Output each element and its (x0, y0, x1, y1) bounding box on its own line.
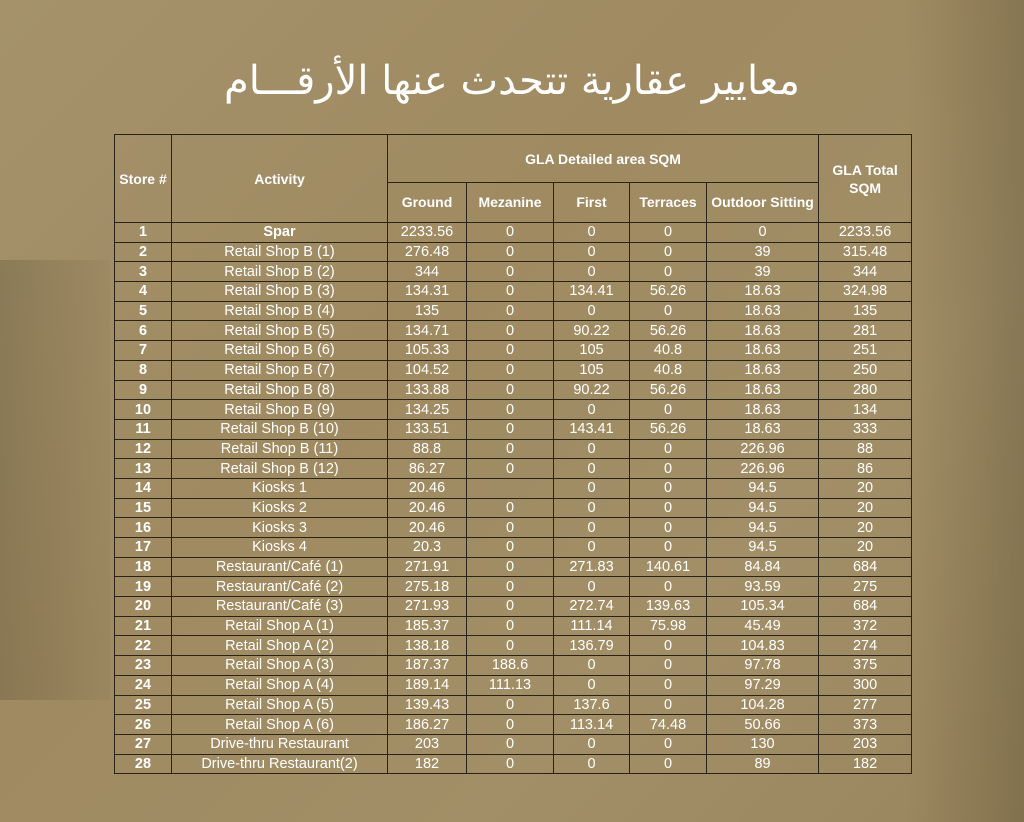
cell-first: 111.14 (554, 616, 630, 636)
cell-terraces: 74.48 (630, 715, 707, 735)
table-row (115, 341, 912, 361)
cell-mezanine: 0 (467, 380, 554, 400)
table-body (115, 223, 912, 774)
cell-terraces: 0 (630, 262, 707, 282)
cell-mezanine: 0 (467, 616, 554, 636)
cell-mezanine: 0 (467, 754, 554, 774)
cell-activity: Retail Shop B (1) (172, 242, 388, 262)
table-row (115, 223, 912, 243)
cell-activity: Retail Shop B (3) (172, 282, 388, 302)
cell-store: 9 (115, 380, 172, 400)
cell-store: 18 (115, 557, 172, 577)
cell-store: 26 (115, 715, 172, 735)
cell-total: 277 (819, 695, 912, 715)
cell-first: 0 (554, 262, 630, 282)
cell-terraces: 0 (630, 675, 707, 695)
cell-outdoor: 105.34 (707, 597, 819, 617)
table-row (115, 321, 912, 341)
cell-total: 372 (819, 616, 912, 636)
cell-activity: Kiosks 3 (172, 518, 388, 538)
cell-first: 0 (554, 577, 630, 597)
header-ground: Ground (388, 183, 467, 223)
gla-area-table (114, 134, 912, 774)
cell-first: 0 (554, 459, 630, 479)
cell-store: 1 (115, 223, 172, 243)
cell-ground: 271.93 (388, 597, 467, 617)
cell-total: 684 (819, 557, 912, 577)
cell-terraces: 40.8 (630, 360, 707, 380)
cell-ground: 105.33 (388, 341, 467, 361)
cell-outdoor: 104.28 (707, 695, 819, 715)
cell-ground: 344 (388, 262, 467, 282)
cell-store: 2 (115, 242, 172, 262)
cell-activity: Retail Shop B (5) (172, 321, 388, 341)
cell-activity: Spar (172, 223, 388, 243)
header-terraces: Terraces (630, 183, 707, 223)
table-row (115, 301, 912, 321)
cell-activity: Retail Shop B (8) (172, 380, 388, 400)
cell-first: 0 (554, 439, 630, 459)
cell-activity: Kiosks 2 (172, 498, 388, 518)
cell-mezanine: 0 (467, 301, 554, 321)
cell-terraces: 139.63 (630, 597, 707, 617)
cell-total: 2233.56 (819, 223, 912, 243)
cell-terraces: 140.61 (630, 557, 707, 577)
cell-total: 684 (819, 597, 912, 617)
header-gla-detailed: GLA Detailed area SQM (388, 135, 819, 183)
table-row (115, 498, 912, 518)
cell-store: 16 (115, 518, 172, 538)
cell-outdoor: 39 (707, 262, 819, 282)
cell-terraces: 0 (630, 223, 707, 243)
cell-terraces: 0 (630, 518, 707, 538)
cell-ground: 20.3 (388, 538, 467, 558)
background-shade-left (0, 260, 110, 700)
cell-terraces: 0 (630, 301, 707, 321)
cell-ground: 275.18 (388, 577, 467, 597)
cell-store: 7 (115, 341, 172, 361)
cell-first: 0 (554, 675, 630, 695)
cell-ground: 139.43 (388, 695, 467, 715)
table-row (115, 695, 912, 715)
cell-outdoor: 18.63 (707, 419, 819, 439)
cell-store: 22 (115, 636, 172, 656)
table-row (115, 439, 912, 459)
cell-first: 272.74 (554, 597, 630, 617)
cell-store: 10 (115, 400, 172, 420)
background-shade-right (904, 0, 1024, 822)
cell-total: 280 (819, 380, 912, 400)
cell-total: 300 (819, 675, 912, 695)
cell-outdoor: 45.49 (707, 616, 819, 636)
cell-mezanine: 0 (467, 577, 554, 597)
cell-mezanine: 0 (467, 597, 554, 617)
cell-activity: Kiosks 1 (172, 478, 388, 498)
cell-first: 0 (554, 498, 630, 518)
table-row (115, 282, 912, 302)
cell-outdoor: 104.83 (707, 636, 819, 656)
cell-outdoor: 94.5 (707, 538, 819, 558)
cell-store: 27 (115, 734, 172, 754)
cell-terraces: 0 (630, 242, 707, 262)
cell-store: 11 (115, 419, 172, 439)
cell-activity: Retail Shop B (2) (172, 262, 388, 282)
table-row (115, 557, 912, 577)
cell-outdoor: 18.63 (707, 360, 819, 380)
cell-first: 90.22 (554, 380, 630, 400)
cell-ground: 134.25 (388, 400, 467, 420)
table-row (115, 518, 912, 538)
cell-outdoor: 94.5 (707, 518, 819, 538)
cell-store: 13 (115, 459, 172, 479)
cell-ground: 86.27 (388, 459, 467, 479)
cell-first: 113.14 (554, 715, 630, 735)
cell-store: 19 (115, 577, 172, 597)
cell-outdoor: 18.63 (707, 380, 819, 400)
cell-mezanine (467, 478, 554, 498)
cell-outdoor: 18.63 (707, 301, 819, 321)
cell-first: 105 (554, 360, 630, 380)
cell-activity: Retail Shop A (2) (172, 636, 388, 656)
cell-first: 0 (554, 754, 630, 774)
cell-total: 250 (819, 360, 912, 380)
cell-mezanine: 0 (467, 223, 554, 243)
table-row (115, 380, 912, 400)
cell-ground: 276.48 (388, 242, 467, 262)
cell-mezanine: 0 (467, 518, 554, 538)
table-row (115, 577, 912, 597)
cell-mezanine: 0 (467, 459, 554, 479)
cell-mezanine: 0 (467, 636, 554, 656)
cell-ground: 186.27 (388, 715, 467, 735)
cell-store: 15 (115, 498, 172, 518)
cell-ground: 185.37 (388, 616, 467, 636)
cell-first: 0 (554, 223, 630, 243)
cell-outdoor: 18.63 (707, 282, 819, 302)
cell-terraces: 0 (630, 636, 707, 656)
cell-outdoor: 50.66 (707, 715, 819, 735)
header-store: Store # (115, 135, 172, 223)
cell-terraces: 0 (630, 538, 707, 558)
cell-terraces: 56.26 (630, 419, 707, 439)
cell-store: 6 (115, 321, 172, 341)
cell-total: 134 (819, 400, 912, 420)
cell-mezanine: 0 (467, 282, 554, 302)
cell-mezanine: 0 (467, 695, 554, 715)
cell-mezanine: 0 (467, 341, 554, 361)
cell-total: 20 (819, 538, 912, 558)
cell-mezanine: 0 (467, 557, 554, 577)
cell-terraces: 0 (630, 695, 707, 715)
cell-activity: Retail Shop B (7) (172, 360, 388, 380)
cell-store: 21 (115, 616, 172, 636)
cell-mezanine: 0 (467, 262, 554, 282)
cell-terraces: 75.98 (630, 616, 707, 636)
header-outdoor-sitting: Outdoor Sitting (707, 183, 819, 223)
cell-mezanine: 0 (467, 242, 554, 262)
cell-total: 251 (819, 341, 912, 361)
cell-total: 375 (819, 656, 912, 676)
cell-first: 0 (554, 400, 630, 420)
cell-mezanine: 0 (467, 321, 554, 341)
cell-mezanine: 0 (467, 715, 554, 735)
cell-outdoor: 97.29 (707, 675, 819, 695)
cell-outdoor: 94.5 (707, 498, 819, 518)
cell-outdoor: 94.5 (707, 478, 819, 498)
header-mezanine: Mezanine (467, 183, 554, 223)
cell-outdoor: 89 (707, 754, 819, 774)
cell-terraces: 56.26 (630, 282, 707, 302)
cell-activity: Retail Shop A (1) (172, 616, 388, 636)
cell-mezanine: 0 (467, 419, 554, 439)
cell-ground: 203 (388, 734, 467, 754)
cell-total: 20 (819, 518, 912, 538)
cell-store: 5 (115, 301, 172, 321)
table-row (115, 459, 912, 479)
cell-store: 24 (115, 675, 172, 695)
cell-activity: Retail Shop B (6) (172, 341, 388, 361)
cell-store: 3 (115, 262, 172, 282)
cell-mezanine: 0 (467, 734, 554, 754)
cell-activity: Retail Shop B (10) (172, 419, 388, 439)
cell-ground: 133.51 (388, 419, 467, 439)
cell-mezanine: 0 (467, 360, 554, 380)
cell-first: 90.22 (554, 321, 630, 341)
cell-mezanine: 188.6 (467, 656, 554, 676)
cell-ground: 20.46 (388, 498, 467, 518)
cell-terraces: 0 (630, 577, 707, 597)
cell-ground: 133.88 (388, 380, 467, 400)
cell-activity: Retail Shop A (5) (172, 695, 388, 715)
cell-outdoor: 226.96 (707, 439, 819, 459)
cell-outdoor: 0 (707, 223, 819, 243)
cell-ground: 138.18 (388, 636, 467, 656)
cell-ground: 134.31 (388, 282, 467, 302)
cell-terraces: 56.26 (630, 380, 707, 400)
cell-store: 25 (115, 695, 172, 715)
table-row (115, 262, 912, 282)
cell-terraces: 40.8 (630, 341, 707, 361)
cell-ground: 20.46 (388, 518, 467, 538)
table-row (115, 616, 912, 636)
cell-outdoor: 18.63 (707, 321, 819, 341)
table-row (115, 538, 912, 558)
cell-total: 344 (819, 262, 912, 282)
cell-first: 0 (554, 518, 630, 538)
cell-store: 17 (115, 538, 172, 558)
cell-mezanine: 0 (467, 439, 554, 459)
cell-first: 0 (554, 301, 630, 321)
table-row (115, 400, 912, 420)
cell-total: 182 (819, 754, 912, 774)
cell-mezanine: 0 (467, 538, 554, 558)
cell-ground: 189.14 (388, 675, 467, 695)
cell-total: 20 (819, 478, 912, 498)
cell-first: 134.41 (554, 282, 630, 302)
page-title: معايير عقارية تتحدث عنها الأرقـــام (224, 58, 800, 104)
cell-terraces: 0 (630, 734, 707, 754)
cell-activity: Retail Shop B (4) (172, 301, 388, 321)
cell-terraces: 0 (630, 400, 707, 420)
cell-activity: Retail Shop A (6) (172, 715, 388, 735)
cell-total: 274 (819, 636, 912, 656)
cell-activity: Restaurant/Café (2) (172, 577, 388, 597)
cell-store: 23 (115, 656, 172, 676)
cell-activity: Retail Shop A (4) (172, 675, 388, 695)
cell-store: 28 (115, 754, 172, 774)
cell-store: 14 (115, 478, 172, 498)
cell-first: 136.79 (554, 636, 630, 656)
table-row (115, 715, 912, 735)
cell-ground: 271.91 (388, 557, 467, 577)
cell-outdoor: 93.59 (707, 577, 819, 597)
table-row (115, 478, 912, 498)
cell-mezanine: 111.13 (467, 675, 554, 695)
table-row (115, 419, 912, 439)
cell-outdoor: 18.63 (707, 400, 819, 420)
cell-first: 0 (554, 478, 630, 498)
table-row (115, 675, 912, 695)
cell-ground: 104.52 (388, 360, 467, 380)
cell-ground: 187.37 (388, 656, 467, 676)
cell-first: 105 (554, 341, 630, 361)
cell-total: 373 (819, 715, 912, 735)
cell-terraces: 0 (630, 498, 707, 518)
cell-activity: Retail Shop B (9) (172, 400, 388, 420)
cell-mezanine: 0 (467, 400, 554, 420)
cell-outdoor: 130 (707, 734, 819, 754)
cell-ground: 182 (388, 754, 467, 774)
cell-terraces: 56.26 (630, 321, 707, 341)
cell-activity: Retail Shop B (11) (172, 439, 388, 459)
table-row (115, 242, 912, 262)
cell-ground: 134.71 (388, 321, 467, 341)
cell-first: 271.83 (554, 557, 630, 577)
cell-ground: 135 (388, 301, 467, 321)
header-activity: Activity (172, 135, 388, 223)
header-gla-total: GLA Total SQM (819, 135, 912, 223)
cell-first: 0 (554, 242, 630, 262)
cell-store: 8 (115, 360, 172, 380)
cell-total: 333 (819, 419, 912, 439)
cell-store: 4 (115, 282, 172, 302)
cell-terraces: 0 (630, 478, 707, 498)
cell-first: 137.6 (554, 695, 630, 715)
cell-activity: Restaurant/Café (3) (172, 597, 388, 617)
cell-activity: Drive-thru Restaurant(2) (172, 754, 388, 774)
cell-first: 0 (554, 656, 630, 676)
cell-first: 0 (554, 538, 630, 558)
cell-terraces: 0 (630, 439, 707, 459)
cell-total: 275 (819, 577, 912, 597)
table-row (115, 754, 912, 774)
cell-store: 20 (115, 597, 172, 617)
table-row (115, 597, 912, 617)
cell-mezanine: 0 (467, 498, 554, 518)
cell-ground: 88.8 (388, 439, 467, 459)
cell-activity: Kiosks 4 (172, 538, 388, 558)
table-row (115, 734, 912, 754)
cell-ground: 20.46 (388, 478, 467, 498)
cell-terraces: 0 (630, 459, 707, 479)
cell-total: 135 (819, 301, 912, 321)
cell-total: 203 (819, 734, 912, 754)
cell-outdoor: 39 (707, 242, 819, 262)
cell-terraces: 0 (630, 754, 707, 774)
cell-activity: Retail Shop A (3) (172, 656, 388, 676)
cell-first: 0 (554, 734, 630, 754)
table-row (115, 636, 912, 656)
cell-total: 281 (819, 321, 912, 341)
cell-outdoor: 226.96 (707, 459, 819, 479)
table-row (115, 656, 912, 676)
cell-total: 20 (819, 498, 912, 518)
cell-store: 12 (115, 439, 172, 459)
cell-outdoor: 18.63 (707, 341, 819, 361)
cell-total: 324.98 (819, 282, 912, 302)
cell-outdoor: 97.78 (707, 656, 819, 676)
cell-total: 86 (819, 459, 912, 479)
cell-first: 143.41 (554, 419, 630, 439)
table-row (115, 360, 912, 380)
header-first: First (554, 183, 630, 223)
cell-total: 88 (819, 439, 912, 459)
cell-outdoor: 84.84 (707, 557, 819, 577)
cell-activity: Drive-thru Restaurant (172, 734, 388, 754)
cell-ground: 2233.56 (388, 223, 467, 243)
cell-terraces: 0 (630, 656, 707, 676)
cell-activity: Retail Shop B (12) (172, 459, 388, 479)
cell-total: 315.48 (819, 242, 912, 262)
cell-activity: Restaurant/Café (1) (172, 557, 388, 577)
